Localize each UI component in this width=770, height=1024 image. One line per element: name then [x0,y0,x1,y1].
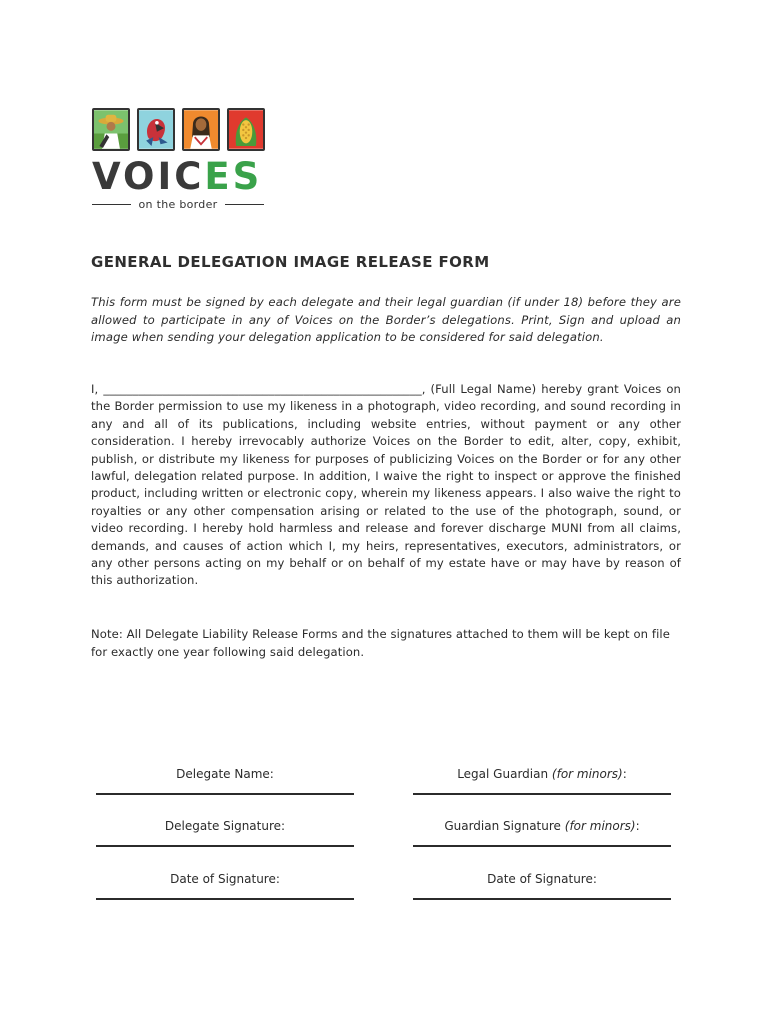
delegate-name-line [96,793,354,795]
voices-logo [92,108,267,211]
release-statement: I, ______________________________________________________, (Full Legal Name) hereby grant Voices on the Border permission to use my likeness in a photograph, video recording, and sound recording in any and all of its publications, including website entries, without payment or any other consideration. I hereby irrevocably authorize Voices on the Border to edit, alter, copy, exhibit, publish, or distribute my likeness for purposes of publicizing Voices on the Border or for any other lawful, delegation related purpose. In addition, I waive the right to inspect or approve the finished product, including written or electronic copy, wherein my likeness appears. I also waive the right to royalties or any other compensation arising or related to the use of the photograph, sound, or video recording. I hereby hold harmless and release and forever discharge MUNI from all claims, demands, and causes of action which I, my heirs, representatives, executors, administrators, or any other persons acting on my behalf or on behalf of my estate have or may have by reason of this authorization. [91,382,681,588]
guardian-signature-field [413,818,671,847]
logo-word-accent: ES [204,155,263,198]
delegate-signature-line [96,845,354,847]
legal-guardian-suffix: (for minors) [551,767,623,781]
delegate-signature-field [96,818,354,847]
tagline-text: on the border [138,198,218,211]
delegate-name-label: Delegate Name: [176,767,274,781]
logo-wordmark [92,157,267,197]
retention-note: Note: All Delegate Liability Release Forms and the signatures attached to them will be kept on file for exactly one year following said delegation. [91,627,670,659]
guardian-signature-suffix: (for minors) [564,819,636,833]
guardian-signature-text: Guardian Signature [444,819,561,833]
legal-guardian-field [413,766,671,795]
corn-icon [227,108,265,151]
legal-guardian-line [413,793,671,795]
legal-guardian-text: Legal Guardian [457,767,549,781]
guardian-signature-line [413,845,671,847]
delegate-date-label: Date of Signature: [170,872,280,886]
legal-guardian-label [413,766,671,782]
tagline-rule-left [92,204,131,205]
guardian-date-line [413,898,671,900]
logo-word-main: VOIC [92,155,205,198]
farmer-icon [92,108,130,151]
tagline-rule-right [225,204,264,205]
delegate-date-field [96,871,354,900]
form-intro: This form must be signed by each delegate and their legal guardian (if under 18) before they are allowed to participate in any of Voices on the Border’s delegations. Print, Sign and upload an image when sending your delegation application to be considered for said delegation. [91,295,681,345]
legal-guardian-colon: : [622,767,627,781]
guardian-signature-label [413,818,671,834]
delegate-name-field [96,766,354,795]
bird-icon [137,108,175,151]
logo-tiles [92,108,267,151]
delegate-signature-label: Delegate Signature: [164,819,286,833]
logo-tagline [92,198,264,211]
form-title: GENERAL DELEGATION IMAGE RELEASE FORM [91,253,490,271]
woman-icon [182,108,220,151]
guardian-signature-colon: : [635,819,640,833]
guardian-date-field [413,871,671,900]
delegate-date-line [96,898,354,900]
guardian-date-label: Date of Signature: [487,872,597,886]
